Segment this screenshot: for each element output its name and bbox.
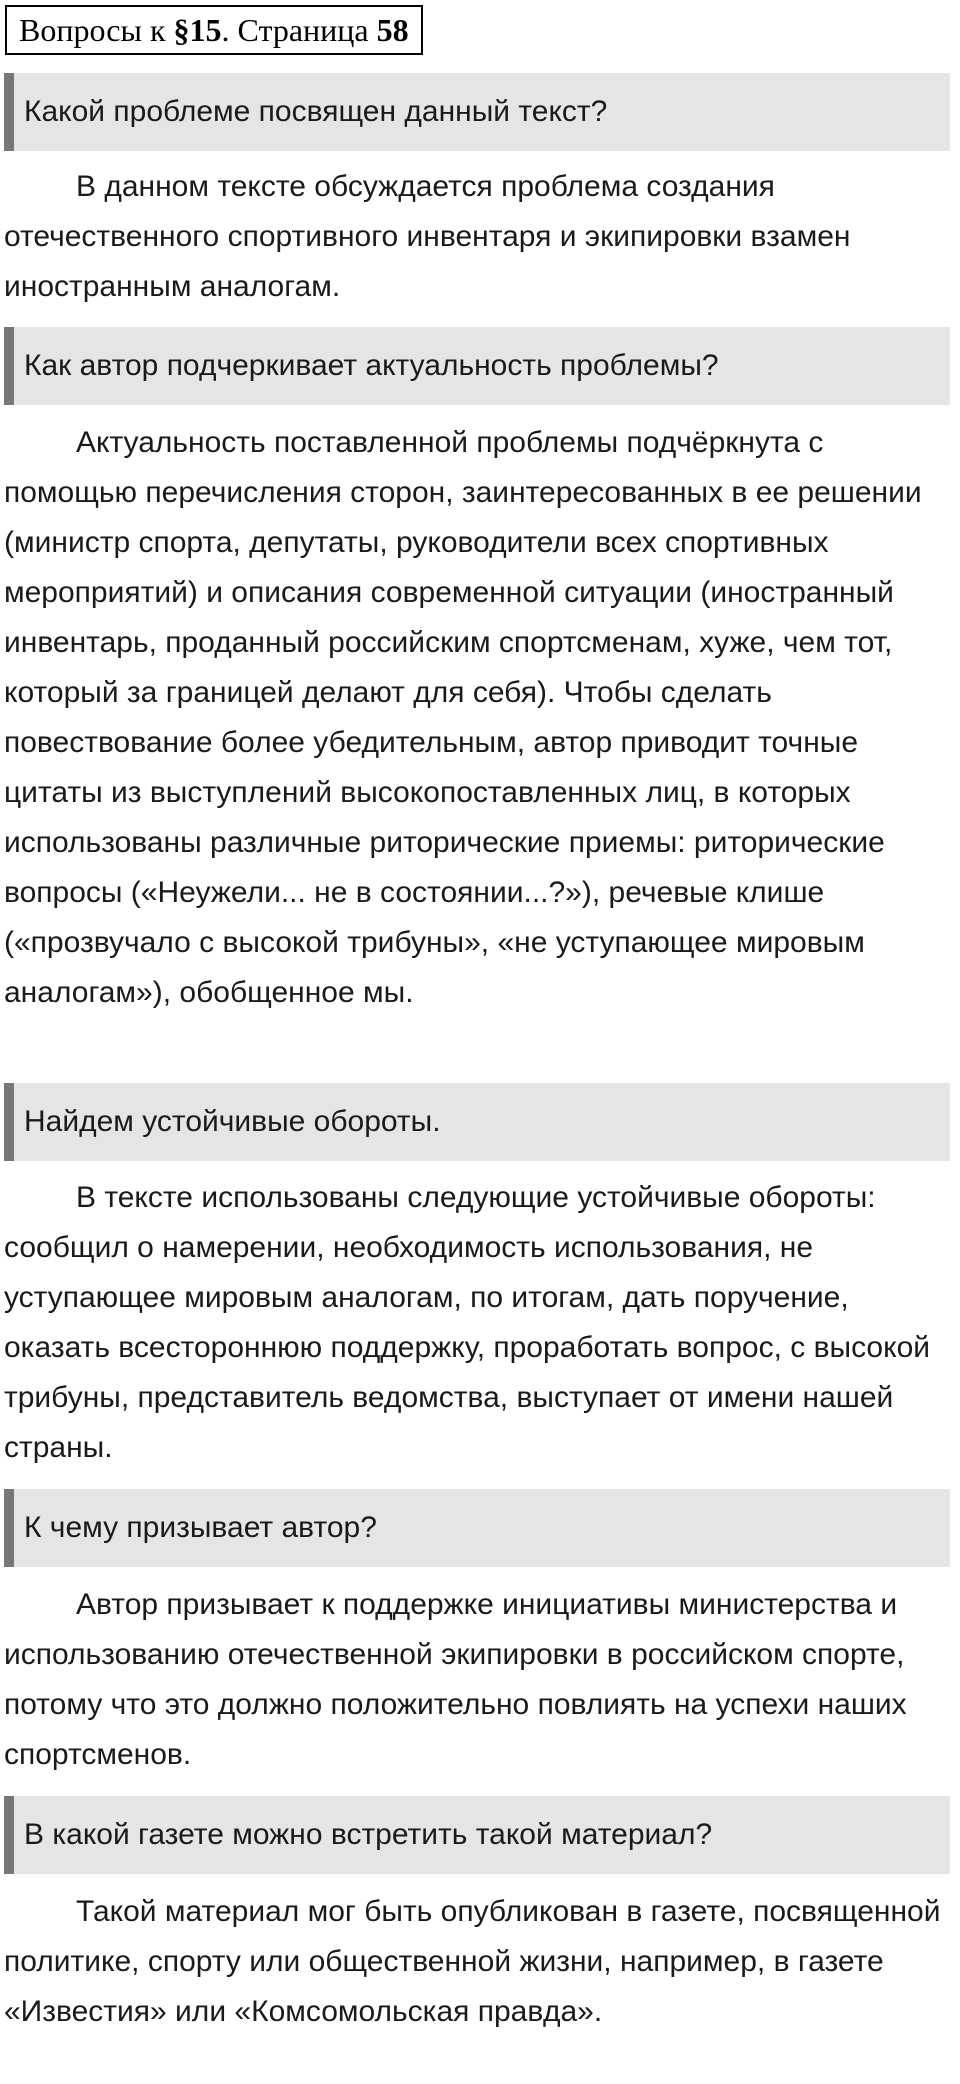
answer-2: Актуальность поставленной проблемы подчёркнута с помощью перечисления сторон, заинтересованных в ее решении (министр спорта, депутаты, руководители всех спортивных мероприятий) и описания современной ситуации (иностранный инвентарь, проданный российским спортсменам, хуже, чем тот, который за границей делают для себя). Чтобы сделать повествование более убедительным, автор приводит точные цитаты из выступлений высокопоставленных лиц, в которых использованы различные риторические приемы: риторические вопросы («Неужели... не в состоянии...?»), речевые клише («прозвучало с высокой трибуны», «не уступающее мировым аналогам»), обобщенное мы. [4,426,922,1009]
title-prefix: Вопросы к [19,12,174,48]
question-5: В какой газете можно встретить такой материал? [4,1796,950,1874]
page-number: 58 [376,12,409,48]
answer-5: Такой материал мог быть опубликован в газете, посвященной политике, спорту или общественной жизни, например, в газете «Известия» или «Комсомольская правда». [4,1895,941,2028]
section-number: §15 [173,12,222,48]
page-title [5,5,423,55]
answer-3: В тексте использованы следующие устойчивые обороты: сообщил о намерении, необходимость использования, не уступающее мировым аналогам, по итогам, дать поручение, оказать всестороннюю поддержку, проработать вопрос, с высокой трибуны, представитель ведомства, выступает от имени нашей страны. [4,1181,931,1464]
question-3: Найдем устойчивые обороты. [4,1083,950,1161]
question-1: Какой проблеме посвящен данный текст? [4,73,950,151]
answer-1: В данном тексте обсуждается проблема создания отечественного спортивного инвентаря и экипировки взамен иностранным аналогам. [4,170,851,303]
question-4: К чему призывает автор? [4,1489,950,1567]
question-2: Как автор подчеркивает актуальность проблемы? [4,327,950,405]
answer-4: Автор призывает к поддержке инициативы министерства и использованию отечественной экипировки в российском спорте, потому что это должно положительно повлиять на успехи наших спортсменов. [4,1588,907,1771]
title-middle: . Страница [221,12,377,48]
